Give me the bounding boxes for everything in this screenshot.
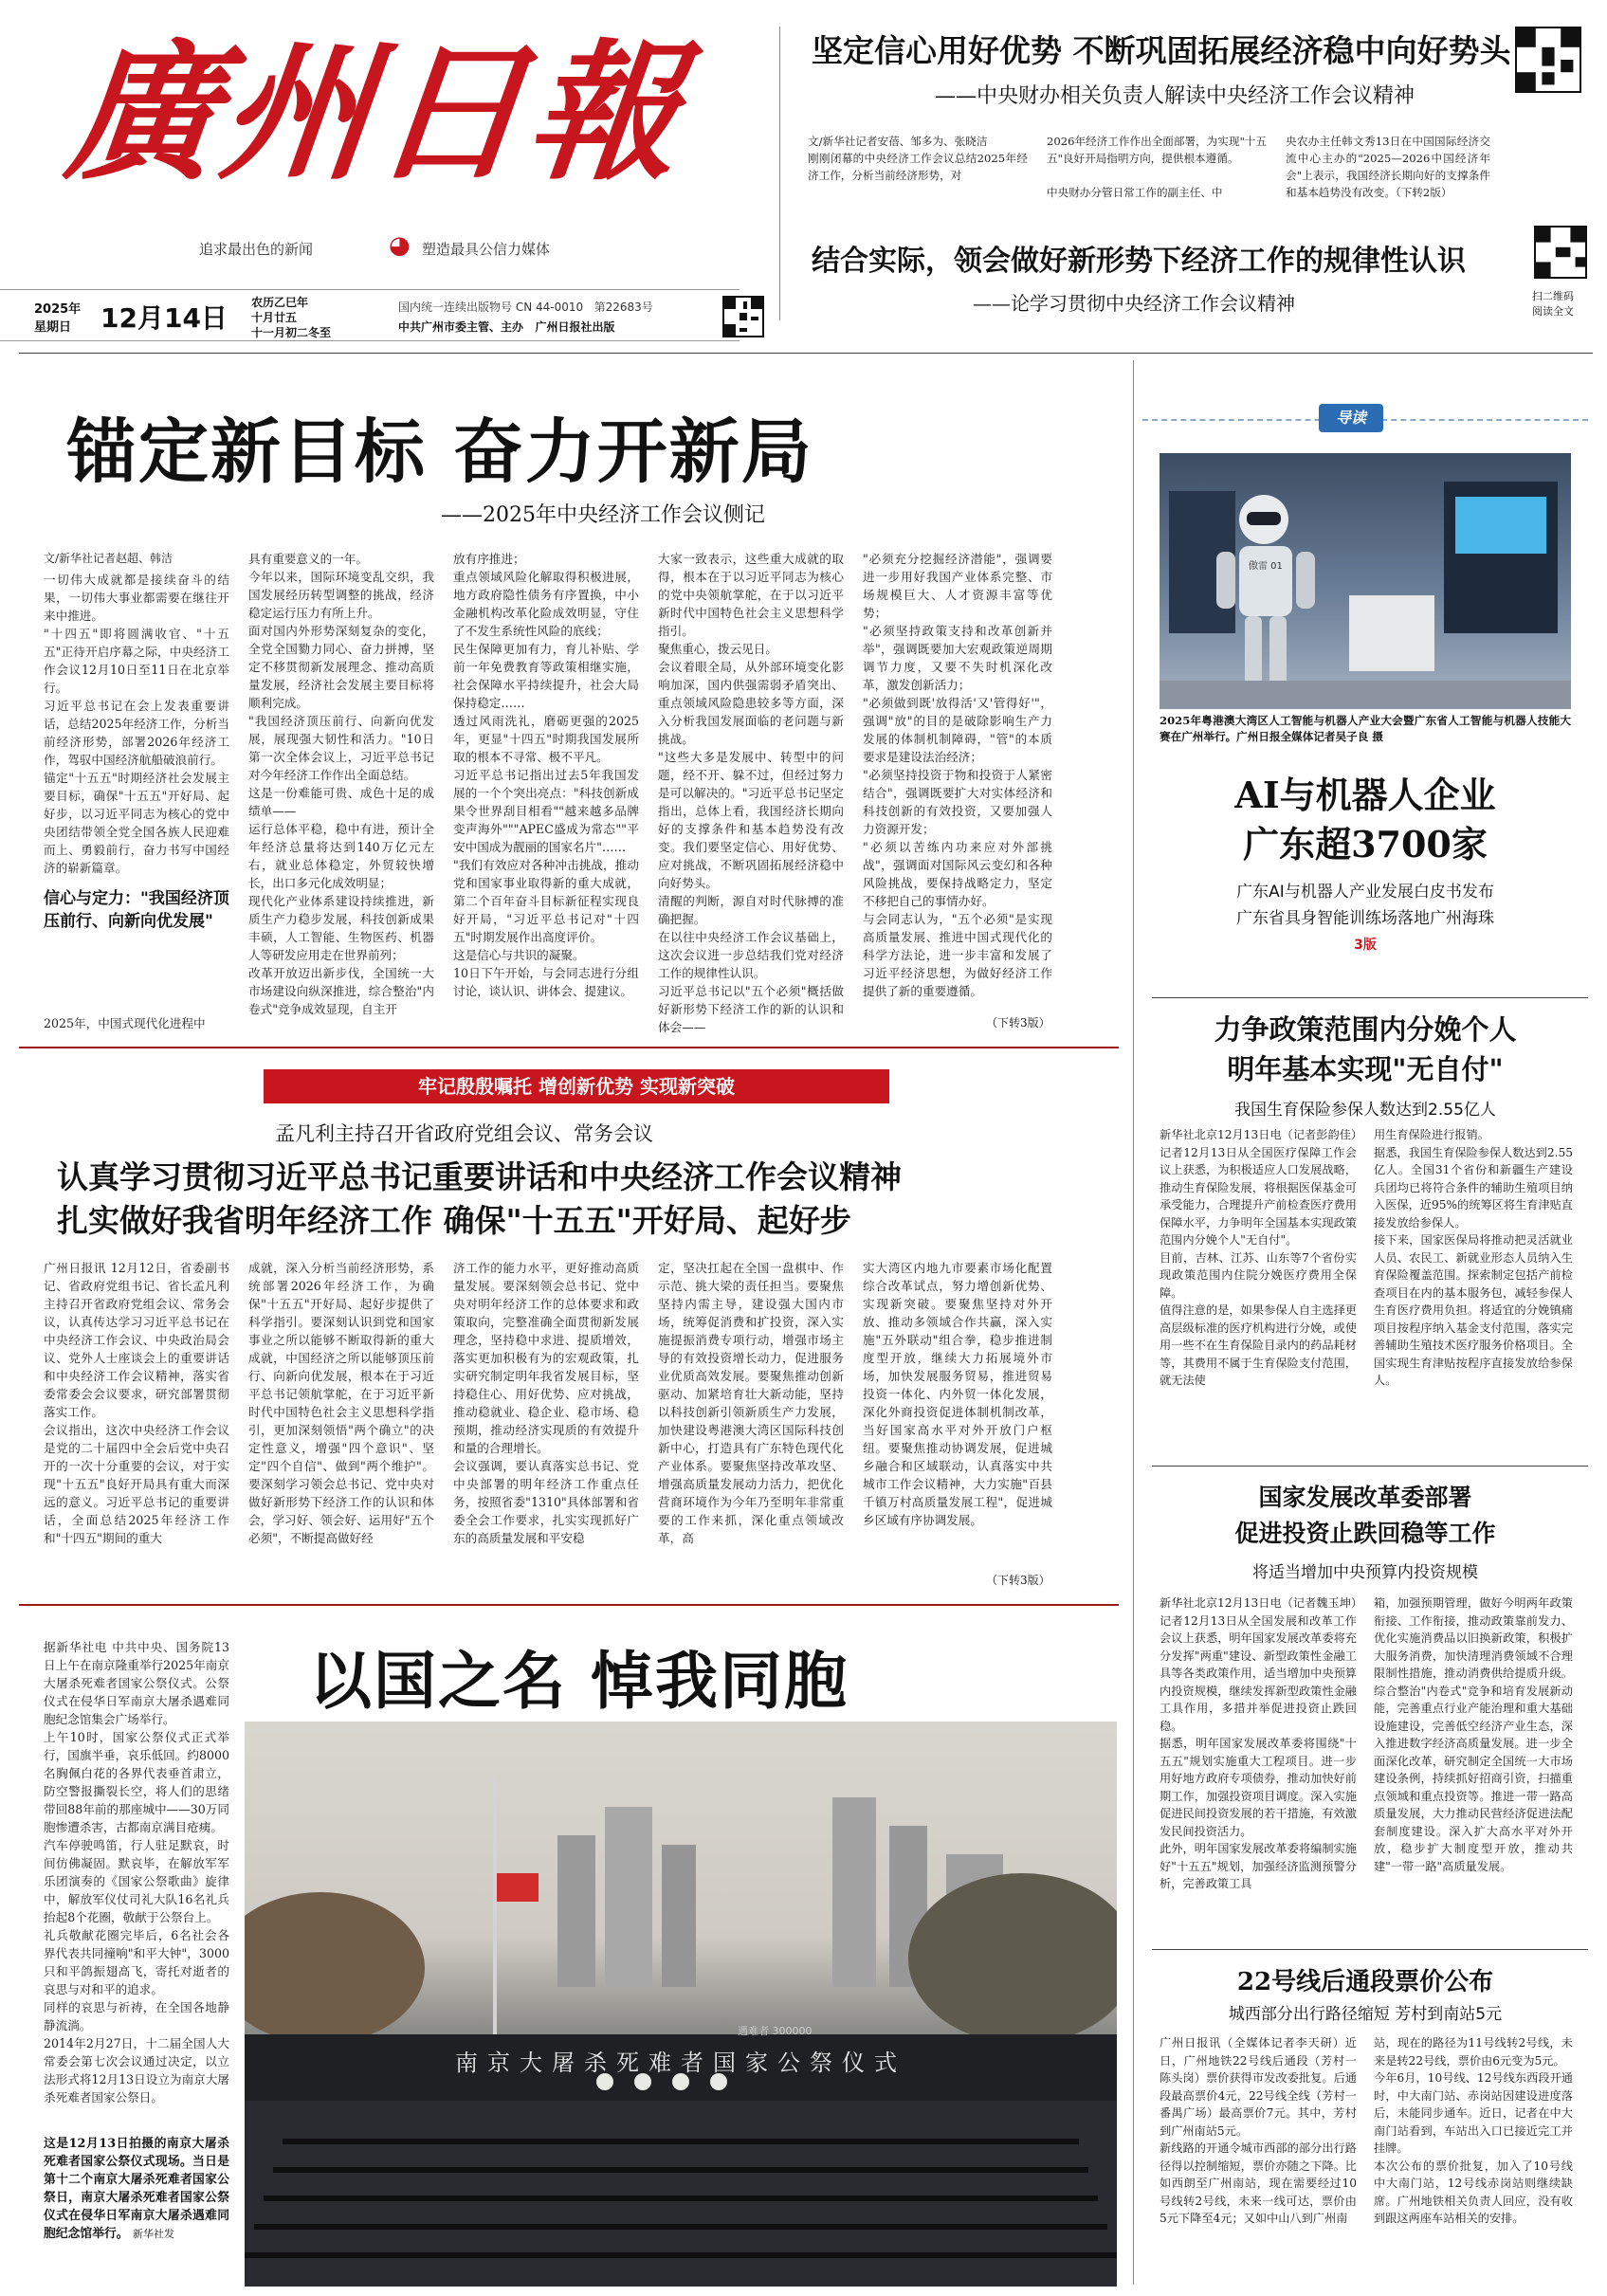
memorial-caption-text: 这是12月13日拍摄的南京大屠杀死难者国家公祭仪式现场。当日是第十二个南京大屠杀死难者国家公祭日，南京大屠杀死难者国家公祭仪式在侵华日军南京大屠杀遇难同胞纪念馆举行。 [44,2137,229,2241]
qr-code-story-1[interactable] [1515,27,1581,93]
qr-caption-2: 阅读全文 [1532,305,1574,318]
provincial-top-rule [19,1047,1119,1048]
guide-label: 导读 [1319,404,1383,432]
story-3-col-1: 新华社北京12月13日电（记者魏玉坤）记者12月13日从全国发展和改革工作会议上获悉，明年国家发展改革委将充分发挥"两重"建设、新型政策性金融工具等各类政策作用，适当增加中央预算内投资规模，继续发挥新型政策性金融工具作用，多措并举促进投资止跌回稳。 据悉，明年国家发展改革委将围绕"十五五"规划实施重大工程项目。进一步用好地方政府专项债券，推动加快好前期工作，加强投资项目调度。深入实施促进民间投资发展的若干措施，有效激发民间投资活力。 此外，明年国家发展改革委将编制实施好"十五五"规划，加强经济监测预警分析，完善政策工具 [1160,1596,1357,1890]
top-story-2 [793,226,1595,330]
lead-continued[interactable]: （下转3版） [986,1016,1050,1030]
top-story-1 [793,27,1595,216]
qr-pattern-icon [1517,28,1580,91]
sidebar-rule-3 [1152,1949,1588,1950]
memorial-caption-credit: 新华社发 [133,2228,175,2240]
memorial-photo [245,1722,1117,2287]
provincial-col-2: 成就，深入分析当前经济形势，系统部署2026年经济工作，为确保"十五五"开好局、起好步提供了科学指引。要深刻认识到党和国家事业之所以能够不断取得新的重大成就，中国经济之所以能够顶压前行、向新向优发展，根本在于习近平总书记领航掌舵，在于习近平新时代中国特色社会主义思想科学指引，更加深刻领悟"两个确立"的决定性意义，增强"四个意识"、坚定"四个自信"、做到"两个维护"。要深刻学习领会总书记、党中央对做好新形势下经济工作的认识和体会，学习好、领会好、运用好"五个必须"，不断提高做好经 [248,1261,434,1545]
lead-col-3: 放有序推进； 重点领域风险化解取得积极进展，地方政府隐性债务有序置换，中小金融机构改革化险成效明显，守住了不发生系统性风险的底线； 民生保障更加有力，育儿补贴、学前一年免费教育等政策相继实施，社会保障水平持续提升，社会大局保持稳定…… 透过风雨洗礼，磨砺更强的2025年，更显"十四五"时期我国发展所取的根本不寻常、极不平凡。 习近平总书记指出过去5年我国发展的一个个突出亮点："科技创新成果令世界刮目相看""越来越多品牌变声海外"""APEC盛成为常态""平安中国成为靓丽的国家名片"…… "我们有效应对各种冲击挑战，推动党和国家事业取得新的重大成就，第二个百年奋斗目标新征程实现良好开局，"习近平总书记对"十四五"时期发展作出高度评价。 这是信心与共识的凝聚。 10日下午开始，与会同志进行分组讨论，谈认识、讲体会、提建议。 [453,552,639,998]
provincial-banner [264,1069,889,1103]
story-3-col-2: 箱，加强预期管理，做好今明两年政策衔接、工作衔接，推动政策靠前发力、优化实施消费品以旧换新政策，积极扩大服务消费，加快清理消费领域不合理限制性措施，推动消费供给提质升级。综合整治"内卷式"竞争和培育发展新动能，完善重点行业产能治理和重大基础设施建设，完善低空经济产业生态，深入推进数字经济高质量发展。进一步全面深化改革，研究制定全国统一大市场建设条例，持续抓好招商引资，扫描重点领域和重点投资等。推进一带一路高质量发展，大力推动民营经济促进法配套制度建设。深入扩大高水平对外开放，稳步扩大制度型开放，推动共建"一带一路"高质量发展。 [1374,1596,1573,1873]
qr-pattern-icon [724,298,762,336]
sidebar-story-2 [1142,1009,1588,1502]
lead-subtitle: ——2025年中央经济工作会议侧记 [441,503,765,527]
sidebar-rule-2 [1152,1466,1588,1467]
lead-story [0,360,1128,1043]
provincial-kicker: 孟凡利主持召开省政府党组会议、常务会议 [275,1122,653,1145]
ceremony-banner-text: 南京大屠杀死难者国家公祭仪式 [455,2050,906,2076]
issn-line: 国内统一连续出版物号 CN 44-0010 第22683号 [398,301,653,314]
story-3-title-1[interactable]: 国家发展改革委部署 [1258,1484,1472,1511]
memorial-wall-number: 遇难者 300000 [738,2025,813,2037]
lunar-3: 十一月初二冬至 [251,326,332,339]
sidebar-story-1 [1142,766,1588,993]
sidebar-rule-1 [1152,997,1588,998]
top-story-1-col-3: 央农办主任韩文秀13日在中国国际经济交流中心主办的"2025—2026中国经济年会"上表示，我国经济长期向好的支撑条件和基本趋势没有改变。（下转2版） [1286,135,1490,199]
lead-col-1-heading: 信心与定力："我国经济顶压前行、向新向优发展" [44,889,229,931]
top-story-2-subtitle: ——论学习贯彻中央经济工作会议精神 [973,292,1295,315]
robot-scene-icon [1160,453,1571,709]
lunar-2: 十月廿五 [251,311,298,324]
lunar-1: 农历乙巳年 [251,296,309,309]
newspaper-logo: 廣州日報 [59,26,692,201]
provincial-col-4: 定，坚决扛起在全国一盘棋中、作示范、挑大梁的责任担当。要聚焦坚持内需主导，建设强大国内市场，统筹促消费和扩投资，深入实施提振消费专项行动，增强市场主导的有效投资增长动力，促进服务业优质高效发展。要聚焦推动创新驱动、加紧培育壮大新动能，坚持以科技创新引领新质生产力发展，加快建设粤港澳大湾区国际科技创新中心，打造具有广东特色现代化产业体系。要聚焦坚持改革攻坚、增强高质量发展动力活力，把优化营商环境作为今年乃至明年非常重要的工作来抓，深化重点领域改革，高 [658,1261,844,1545]
memorial-caption [44,2135,229,2243]
story-2-title-2[interactable]: 明年基本实现"无自付" [1227,1053,1504,1085]
story-1-page-ref[interactable]: 3版 [1354,938,1377,953]
top-story-2-title[interactable]: 结合实际，领会做好新形势下经济工作的规律性认识 [812,245,1466,278]
guide-header [1142,409,1588,442]
provincial-col-5: 实大湾区内地九市要素市场化配置综合改革试点，努力增创新优势、实现新突破。要聚焦坚持对外开放、推动多领域合作共赢，深入实施"五外联动"组合拳，稳步推进制度型开放，继续大力拓展境外市场，加快发展服务贸易，推进贸易投资一体化、内外贸一体化发展，深化外商投资促进体制机制改革，当好国家高水平对外开放门户枢纽。要聚焦推动协调发展，促进城乡融合和区域联动，认真落实中共城市工作会议精神，大力实施"百县千镇万村高质量发展工程"，促进城乡区域有序协调发展。 [863,1261,1052,1527]
slogan-left: 追求最出色的新闻 [199,241,314,258]
lead-col-5: "必须充分挖掘经济潜能"，强调要进一步用好我国产业体系完整、市场规模巨大、人才资源丰富等优势； "必须坚持政策支持和改革创新并举"，强调既要加大宏观政策逆周期调节力度，又要不失时机深化改革，激发创新活力； "必须做到既'放得活'又'管得好'"，强调"放"的目的是破除影响生产力发展的体制机制障碍，"管"的本质要求是建设法治经济； "必须坚持投资于物和投资于人紧密结合"，强调既要扩大对实体经济和科技创新的有效投资，又要加强人力资源开发； "必须以苦练内功来应对外部挑战"，强调面对国际风云变幻和各种风险挑战，要保持战略定力，坚定不移把自己的事情办好。 与会同志认为，"五个必须"是实现高质量发展、推进中国式现代化的科学方法论，进一步丰富和发展了习近平经济思想，为做好经济工作提供了新的重要遵循。 [863,552,1052,998]
memorial-title[interactable]: 以国之名 悼我同胞 [309,1644,849,1718]
slogan-right: 塑造最具公信力媒体 [422,241,551,258]
story-2-col-2: 用生育保险进行报销。 据悉，我国生育保险参保人数达到2.55亿人。全国31个省份和新疆生产建设兵团均已将符合条件的辅助生殖项目纳入医保，近95%的统筹区将生育津贴直接发放给参保人。 接下来，国家医保局将推动把灵活就业人员、农民工、新就业形态人员纳入生育保险覆盖范围。探索制定包括产前检查项目在内的基本服务包，减轻参保人生育医疗费用负担。将适宜的分娩镇痛项目按程序纳入基金支付范围，落实完善辅助生殖技术医疗服务价格项目。全国实现生育津贴按程序直接发放给参保人。 [1374,1128,1573,1387]
story-1-title-1[interactable]: AI与机器人企业 [1234,774,1496,816]
memorial-story [0,1612,1128,2289]
date-day: 12月14日 [100,302,228,334]
lead-col-1-tail: 2025年，中国式现代化进程中 [44,1016,206,1030]
date-block [0,289,740,341]
story-1-sub-2: 广东省具身智能训练场落地广州海珠 [1236,909,1494,928]
memorial-top-rule [19,1604,1119,1606]
provincial-col-3: 济工作的能力水平，更好推动高质量发展。要深刻领会总书记、党中央对明年经济工作的总体要求和政策取向，完整准确全面贯彻新发展理念，坚持稳中求进、提质增效，落实更加积极有为的宏观政策，扎实研究制定明年我省发展目标，坚持稳住心、用好优势、应对挑战，推动稳就业、稳企业、稳市场、稳预期，推动经济实现质的有效提升和量的合理增长。 会议强调，要认真落实总书记、党中央部署的明年经济工作重点任务，按照省委"1310"具体部署和省委全会工作要求，扎实实现抓好广东的高质量发展和平安稳 [453,1261,639,1545]
story-4-sub: 城西部分出行路径缩短 芳村到南站5元 [1228,2005,1503,2024]
story-4-col-1: 广州日报讯（全媒体记者李天研）近日，广州地铁22号线后通段（芳村一陈头岗）票价获得市发改委批复。后通段最高票价4元，22号线全线（芳村一番禺广场）最高票价7元。其中，芳村到广州南站5元。 新线路的开通令城市西部的部分出行路径得以控制缩短，票价亦随之下降。比如西朗至广州南站，现在需要经过10号线转2号线，未来一线可达，票价由5元下降至4元；又如中山八到广州南 [1160,2036,1357,2225]
story-2-title-1[interactable]: 力争政策范围内分娩个人 [1214,1013,1517,1046]
story-4-col-2: 站，现在的路径为11号线转2号线，未来是转22号线，票价由6元变为5元。 今年6月，10号线、12号线东西段开通时，中大南门站、赤岗站因建设进度落后，未能同步通车。近日，记者在中大南门站看到，车站出入口已接近完工并挂牌。 本次公布的票价批复，加入了10号线中大南门站，12号线赤岗站则继续缺席。广州地铁相关负责人回应，没有收到跟这两座车站相关的安排。 [1374,2036,1573,2225]
story-1-title-2[interactable]: 广东超3700家 [1243,823,1488,866]
publisher-line: 中共广州市委主管、主办 广州日报社出版 [398,320,615,334]
memorial-col-1: 据新华社电 中共中央、国务院13日上午在南京隆重举行2025年南京大屠杀死难者国家公祭仪式。公祭仪式在侵华日军南京大屠杀遇难同胞纪念馆集会广场举行。 上午10时，国家公祭仪式正式举行，国旗半垂，哀乐低回。约8000名胸佩白花的各界代表垂首肃立，防空警报撕裂长空，将人们的思绪带回88年前的那座城中——30万同胞惨遭杀害，古都南京满目疮痍。 汽车停驶鸣笛，行人驻足默哀，时间仿佛凝固。默哀毕，在解放军军乐团演奏的《国家公祭歌曲》旋律中，解放军仪仗司礼大队16名礼兵抬起8个花圈，敬献于公祭台上。 礼兵敬献花圈完毕后，6名社会各界代表共同撞响"和平大钟"，3000只和平鸽振翅高飞，寄托对逝者的哀思与对和平的追求。 同样的哀思与祈祷，在全国各地静静流淌。 2014年2月27日，十二届全国人大常委会第七次会议通过决定，以立法形式将12月13日设立为南京大屠杀死难者国家公祭日。 [44,1640,229,2105]
top-story-1-title[interactable]: 坚定信心用好优势 不断巩固拓展经济稳中向好势头 [812,32,1511,69]
provincial-title-1[interactable]: 认真学习贯彻习近平总书记重要讲话和中央经济工作会议精神 [57,1158,902,1195]
story-1-sub-1: 广东AI与机器人产业发展白皮书发布 [1236,883,1494,902]
story-2-col-1: 新华社北京12月13日电（记者彭韵佳）记者12月13日从全国医疗保障工作会议上获悉，为积极适应人口发展战略，推动生育保险发展，将根据医保基金可承受能力，合理提升产前检查医疗费用保障水平，力争明年全国基本实现政策范围内分娩个人"无自付"。 目前，吉林、江苏、山东等7个省份实现政策范围内住院分娩医疗费用全保障。 值得注意的是，如果参保人自主选择更高层级标准的医疗机构进行分娩，或使用一些不在生育保险目录内的药品耗材等，其费用不属于生育保险支付范围，就无法使 [1160,1128,1357,1387]
date-year: 2025年 [34,302,82,317]
story-3-title-2[interactable]: 促进投资止跌回稳等工作 [1234,1520,1496,1547]
qr-code-story-2[interactable] [1534,226,1587,279]
masthead-divider [779,27,780,320]
provincial-story [0,1109,1128,1602]
date-weekday: 星期日 [34,320,72,335]
lead-col-1: 一切伟大成就都是接续奋斗的结果，一切伟大事业都需要在继往开来中推进。 "十四五"即将圆满收官、"十五五"正待开启序幕之际，中央经济工作会议12月10日至11日在北京举行。 习近平总书记在会上发表重要讲话，总结2025年经济工作，分析当前经济形势，部署2026年经济工作，驾驭中国经济航船破浪前行。 锚定"十五五"时期经济社会发展主要目标，确保"十五五"开好局、起好步，以习近平同志为核心的党中央团结带领全党全国各族人民迎难而上、勇毅前行，奋力书写中国经济的崭新篇章。 [44,573,229,875]
top-story-1-col-1: 文/新华社记者安蓓、邹多为、张晓洁 刚刚闭幕的中央经济工作会议总结2025年经济工作，分析当前经济形势，对 [808,135,1028,182]
qr-pattern-icon [1536,228,1585,277]
qr-code-small[interactable] [722,296,764,337]
provincial-title-2[interactable]: 扎实做好我省明年经济工作 确保"十五五"开好局、起好步 [57,1202,851,1239]
sidebar [1142,360,1598,2289]
top-story-1-col-3a: 中央财办分管日常工作的副主任、中 [1047,186,1223,199]
top-story-1-col-2: 2026年经济工作作出全面部署，为实现"十五五"良好开局指明方向，提供根本遵循。 [1047,135,1267,165]
slogan-swoosh-icon: ◕ [389,231,411,260]
qr-caption-1: 扫二维码 [1532,290,1574,302]
story-3-sub: 将适当增加中央预算内投资规模 [1252,1563,1478,1582]
robot-photo-caption: 2025年粤港澳大湾区人工智能与机器人产业大会暨广东省人工智能与机器人技能大赛在广州举行。广州日报全媒体记者吴子良 摄 [1160,714,1571,743]
provincial-col-1: 广州日报讯 12月12日，省委副书记、省政府党组书记、省长孟凡利主持召开省政府党组会议、常务会议，认真传达学习习近平总书记在中央经济工作会议、中央政治局会议、党外人士座谈会上的重要讲话和中央经济工作会议精神，落实省委常委会会议要求，研究部署贯彻落实工作。 会议指出，这次中央经济工作会议是党的二十届四中全会后党中央召开的一次十分重要的会议，对于实现"十五五"良好开局具有重大而深远的意义。习近平总书记的重要讲话，全面总结2025年经济工作和"十四五"期间的重大 [44,1261,229,1545]
robot-label: 傲雷 01 [1249,561,1283,572]
memorial-scene-icon [245,1722,1117,2287]
lead-byline: 文/新华社记者赵超、韩洁 [44,552,173,565]
sidebar-story-4 [1142,1962,1588,2285]
robot-photo [1160,453,1571,709]
sidebar-divider [1133,360,1134,2285]
lead-col-2: 具有重要意义的一年。 今年以来，国际环境变乱交织，我国发展经历转型调整的挑战，经济稳定运行压力有所上升。 面对国内外形势深刻复杂的变化，全党全国勠力同心、奋力拼搏，坚定不移贯彻新发展理念、推动高质量发展，经济社会发展主要目标将顺利完成。 "我国经济顶压前行、向新向优发展，展现强大韧性和活力。"10日第一次全体会议上，习近平总书记对今年经济工作作出全面总结。 这是一份难能可贵、成色十足的成绩单—— 运行总体平稳，稳中有进，预计全年经济总量将达到140万亿元左右，就业总体稳定，外贸较快增长，出口多元化成效明显； 现代化产业体系建设持续推进，新质生产力稳步发展，科技创新成果丰硕，人工智能、生物医药、机器人等研发应用走在世界前列； 改革开放迈出新步伐，全国统一大市场建设向纵深推进，综合整治"内卷式"竞争成效显现，自主开 [248,552,434,1016]
story-4-title[interactable]: 22号线后通段票价公布 [1236,1968,1494,1996]
lead-title[interactable]: 锚定新目标 奋力开新局 [66,411,813,493]
masthead-bottom-rule [19,353,1593,354]
lead-col-4: 大家一致表示，这些重大成就的取得，根本在于以习近平同志为核心的党中央领航掌舵，在于以习近平新时代中国特色社会主义思想科学指引。 聚焦重心，拨云见日。 会议着眼全局，从外部环境变化影响加深，国内供强需弱矛盾突出、重点领域风险隐患较多等方面，深入分析我国发展面临的老问题与新挑战。 "这些大多是发展中、转型中的问题，经不开、躲不过，但经过努力是可以解决的。"习近平总书记坚定指出，总体上看，我国经济长期向好的支撑条件和基本趋势没有改变。我们要坚定信心、用好优势、应对挑战，不断巩固拓展经济稳中向好势头。 清醒的判断，源自对时代脉搏的准确把握。 在以往中央经济工作会议基础上，这次会议进一步总结我们党对经济工作的规律性认识。 习近平总书记以"五个必须"概括做好新形势下经济工作的新的认识和体会—— [658,552,844,1033]
story-2-sub: 我国生育保险参保人数达到2.55亿人 [1234,1101,1496,1120]
provincial-continued[interactable]: （下转3版） [986,1574,1050,1587]
top-story-1-subtitle: ——中央财办相关负责人解读中央经济工作会议精神 [935,84,1415,108]
provincial-banner-text: 牢记殷殷嘱托 增创新优势 实现新突破 [418,1075,735,1098]
